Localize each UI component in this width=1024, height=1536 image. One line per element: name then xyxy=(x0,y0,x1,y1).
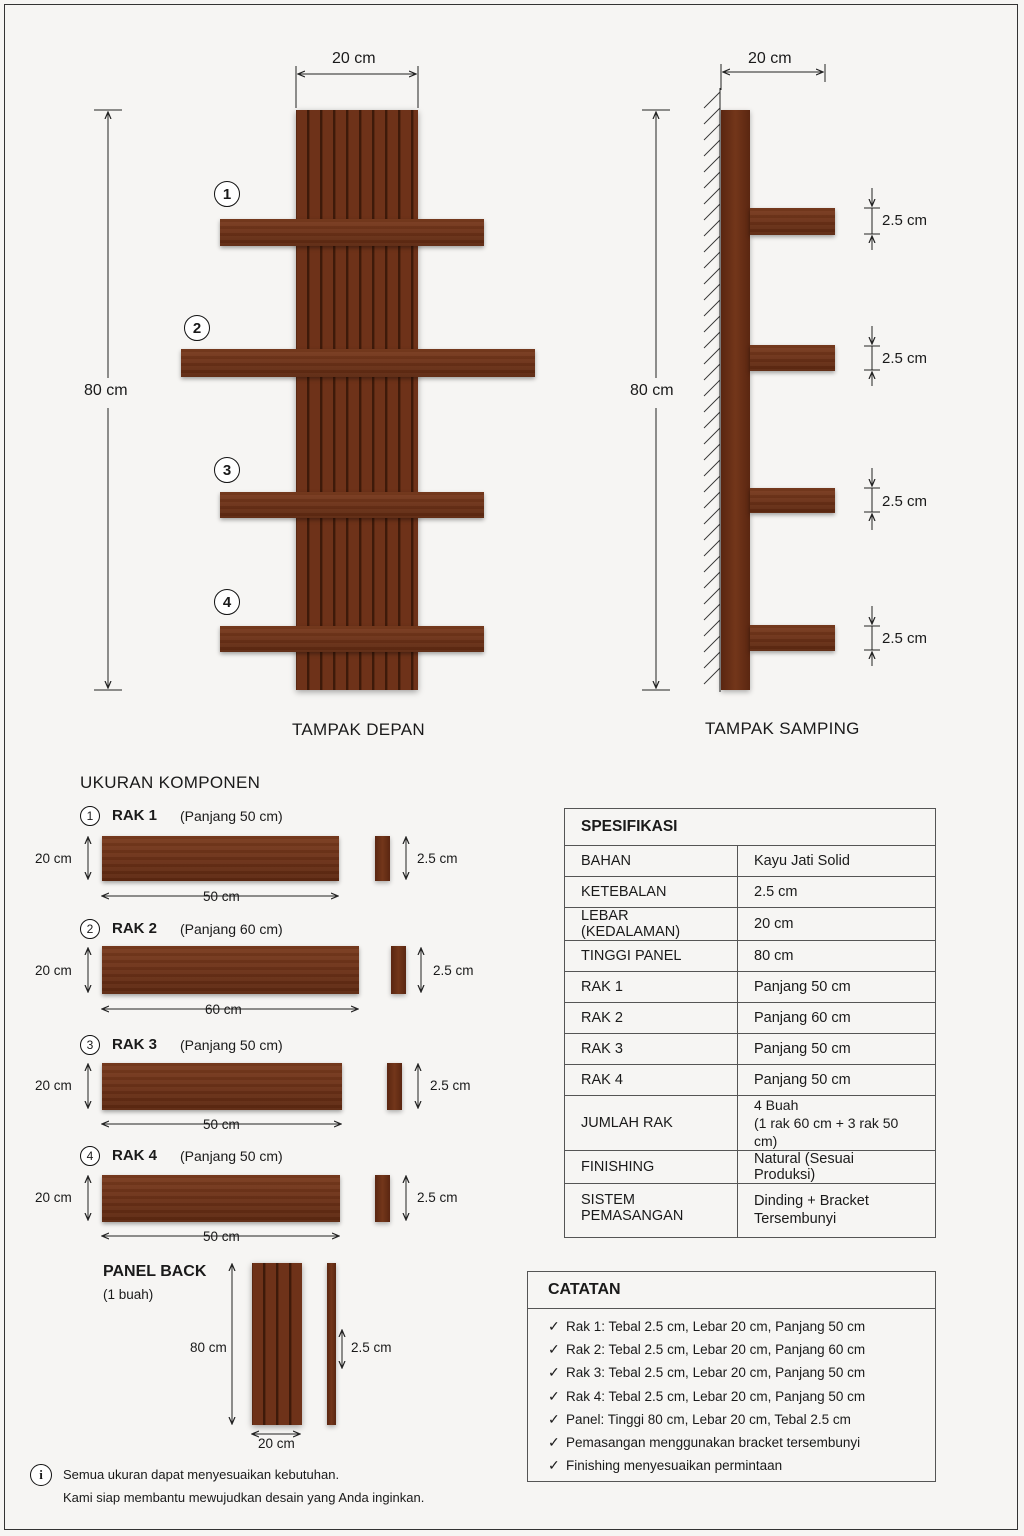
panel-width-label: 20 cm xyxy=(258,1436,295,1451)
side-shelf-2 xyxy=(750,345,835,371)
components-title: UKURAN KOMPONEN xyxy=(80,773,261,792)
side-view-title: TAMPAK SAMPING xyxy=(705,719,860,738)
component-desc-2: (Panjang 60 cm) xyxy=(180,921,283,937)
notes-title: CATATAN xyxy=(528,1272,935,1309)
spec-title: SPESIFIKASI xyxy=(565,809,936,846)
component-number-1: 1 xyxy=(80,806,100,826)
component-board-1 xyxy=(102,836,339,881)
note-text: Panel: Tinggi 80 cm, Lebar 20 cm, Tebal 2.5 cm xyxy=(566,1411,851,1427)
note-text: Pemasangan menggunakan bracket tersembunyi xyxy=(566,1435,861,1451)
component-name-3: RAK 3 xyxy=(112,1036,158,1053)
spec-key: KETEBALAN xyxy=(565,877,738,908)
component-width-2: 20 cm xyxy=(35,963,72,978)
check-icon: ✓ xyxy=(548,1318,560,1335)
front-shelf-2 xyxy=(181,349,535,377)
component-length-2: 60 cm xyxy=(205,1002,242,1017)
panel-title: PANEL BACK xyxy=(103,1263,207,1280)
component-thickness-1: 2.5 cm xyxy=(417,851,458,866)
component-length-4: 50 cm xyxy=(203,1229,240,1244)
component-width-3: 20 cm xyxy=(35,1078,72,1093)
front-shelf-3 xyxy=(220,492,484,518)
footer-line-1: Semua ukuran dapat menyesuaikan kebutuhan. xyxy=(63,1467,340,1482)
panel-board xyxy=(252,1263,302,1425)
note-item xyxy=(548,1408,935,1431)
check-icon: ✓ xyxy=(548,1457,560,1474)
spec-value: Panjang 50 cm xyxy=(738,1065,936,1096)
component-edge-3 xyxy=(387,1063,402,1110)
spec-key: RAK 4 xyxy=(565,1065,738,1096)
component-name-1: RAK 1 xyxy=(112,807,158,824)
shelf-number-4: 4 xyxy=(214,589,240,615)
front-shelf-1 xyxy=(220,219,484,246)
component-edge-1 xyxy=(375,836,390,881)
check-icon: ✓ xyxy=(548,1341,560,1358)
component-length-3: 50 cm xyxy=(203,1117,240,1132)
spec-key: LEBAR (KEDALAMAN) xyxy=(565,908,738,941)
component-desc-1: (Panjang 50 cm) xyxy=(180,808,283,824)
component-length-1: 50 cm xyxy=(203,889,240,904)
component-thickness-4: 2.5 cm xyxy=(417,1190,458,1205)
check-icon: ✓ xyxy=(548,1364,560,1381)
side-thickness-label-1: 2.5 cm xyxy=(882,212,928,229)
notes-list xyxy=(528,1309,935,1477)
note-text: Rak 3: Tebal 2.5 cm, Lebar 20 cm, Panjang 50 cm xyxy=(566,1365,866,1381)
panel-count: (1 buah) xyxy=(103,1287,154,1302)
note-item xyxy=(548,1338,935,1361)
spec-value: Dinding + Bracket xyxy=(754,1193,869,1209)
footer-line-2: Kami siap membantu mewujudkan desain yang Anda inginkan. xyxy=(63,1490,425,1505)
spec-table xyxy=(564,808,936,1238)
side-thickness-label-2: 2.5 cm xyxy=(882,350,928,367)
spec-value: Panjang 50 cm xyxy=(738,1034,936,1065)
spec-value: Panjang 50 cm xyxy=(738,972,936,1003)
component-name-2: RAK 2 xyxy=(112,920,158,937)
spec-key: TINGGI PANEL xyxy=(565,941,738,972)
front-shelf-4 xyxy=(220,626,484,652)
front-height-label: 80 cm xyxy=(84,382,128,399)
component-name-4: RAK 4 xyxy=(112,1147,158,1164)
component-desc-3: (Panjang 50 cm) xyxy=(180,1037,283,1053)
front-back-panel xyxy=(296,110,418,690)
side-shelf-1 xyxy=(750,208,835,235)
note-item xyxy=(548,1385,935,1408)
dimension-lines xyxy=(0,0,1024,760)
spec-key: BAHAN xyxy=(565,846,738,877)
shelf-number-2: 2 xyxy=(184,315,210,341)
panel-height-label: 80 cm xyxy=(190,1340,227,1355)
front-view-title: TAMPAK DEPAN xyxy=(292,720,426,739)
component-number-4: 4 xyxy=(80,1146,100,1166)
side-shelf-4 xyxy=(750,625,835,651)
spec-key: SISTEM PEMASANGAN xyxy=(565,1184,738,1238)
spec-value-detail: Tersembunyi xyxy=(754,1211,837,1227)
component-board-2 xyxy=(102,946,359,994)
panel-thickness-label: 2.5 cm xyxy=(351,1340,392,1355)
component-thickness-3: 2.5 cm xyxy=(430,1078,471,1093)
spec-value: Kayu Jati Solid xyxy=(738,846,936,877)
side-height-label: 80 cm xyxy=(630,382,674,399)
note-item xyxy=(548,1454,935,1477)
side-thickness-label-4: 2.5 cm xyxy=(882,630,928,647)
spec-value: 4 Buah xyxy=(754,1097,799,1113)
component-desc-4: (Panjang 50 cm) xyxy=(180,1148,283,1164)
note-text: Rak 1: Tebal 2.5 cm, Lebar 20 cm, Panjang 50 cm xyxy=(566,1319,866,1335)
component-board-4 xyxy=(102,1175,340,1222)
component-number-3: 3 xyxy=(80,1035,100,1055)
side-thickness-label-3: 2.5 cm xyxy=(882,493,928,510)
front-width-label: 20 cm xyxy=(332,50,376,67)
component-edge-2 xyxy=(391,946,406,994)
note-text: Finishing menyesuaikan permintaan xyxy=(566,1458,783,1474)
note-text: Rak 4: Tebal 2.5 cm, Lebar 20 cm, Panjang 50 cm xyxy=(566,1388,866,1404)
spec-key: JUMLAH RAK xyxy=(565,1096,738,1151)
panel-edge xyxy=(327,1263,336,1425)
spec-value: 2.5 cm xyxy=(738,877,936,908)
check-icon: ✓ xyxy=(548,1410,560,1427)
side-shelf-3 xyxy=(750,488,835,513)
info-icon: i xyxy=(30,1464,52,1486)
spec-value: 20 cm xyxy=(738,908,936,941)
spec-key: FINISHING xyxy=(565,1151,738,1184)
note-item xyxy=(548,1315,935,1338)
component-thickness-2: 2.5 cm xyxy=(433,963,474,978)
note-text: Rak 2: Tebal 2.5 cm, Lebar 20 cm, Panjang 60 cm xyxy=(566,1342,866,1358)
component-board-3 xyxy=(102,1063,342,1110)
component-edge-4 xyxy=(375,1175,390,1222)
side-width-label: 20 cm xyxy=(748,50,792,67)
spec-value: Natural (Sesuai Produksi) xyxy=(738,1151,936,1184)
spec-key: RAK 2 xyxy=(565,1003,738,1034)
shelf-number-3: 3 xyxy=(214,457,240,483)
check-icon: ✓ xyxy=(548,1387,560,1404)
component-width-4: 20 cm xyxy=(35,1190,72,1205)
spec-key: RAK 1 xyxy=(565,972,738,1003)
note-item xyxy=(548,1431,935,1454)
component-width-1: 20 cm xyxy=(35,851,72,866)
spec-value-detail: (1 rak 60 cm + 3 rak 50 cm) xyxy=(754,1115,899,1149)
component-number-2: 2 xyxy=(80,919,100,939)
shelf-number-1: 1 xyxy=(214,181,240,207)
check-icon: ✓ xyxy=(548,1434,560,1451)
notes-box xyxy=(527,1271,936,1482)
spec-key: RAK 3 xyxy=(565,1034,738,1065)
note-item xyxy=(548,1361,935,1384)
spec-value: 80 cm xyxy=(738,941,936,972)
spec-value: Panjang 60 cm xyxy=(738,1003,936,1034)
side-back-panel xyxy=(721,110,750,690)
